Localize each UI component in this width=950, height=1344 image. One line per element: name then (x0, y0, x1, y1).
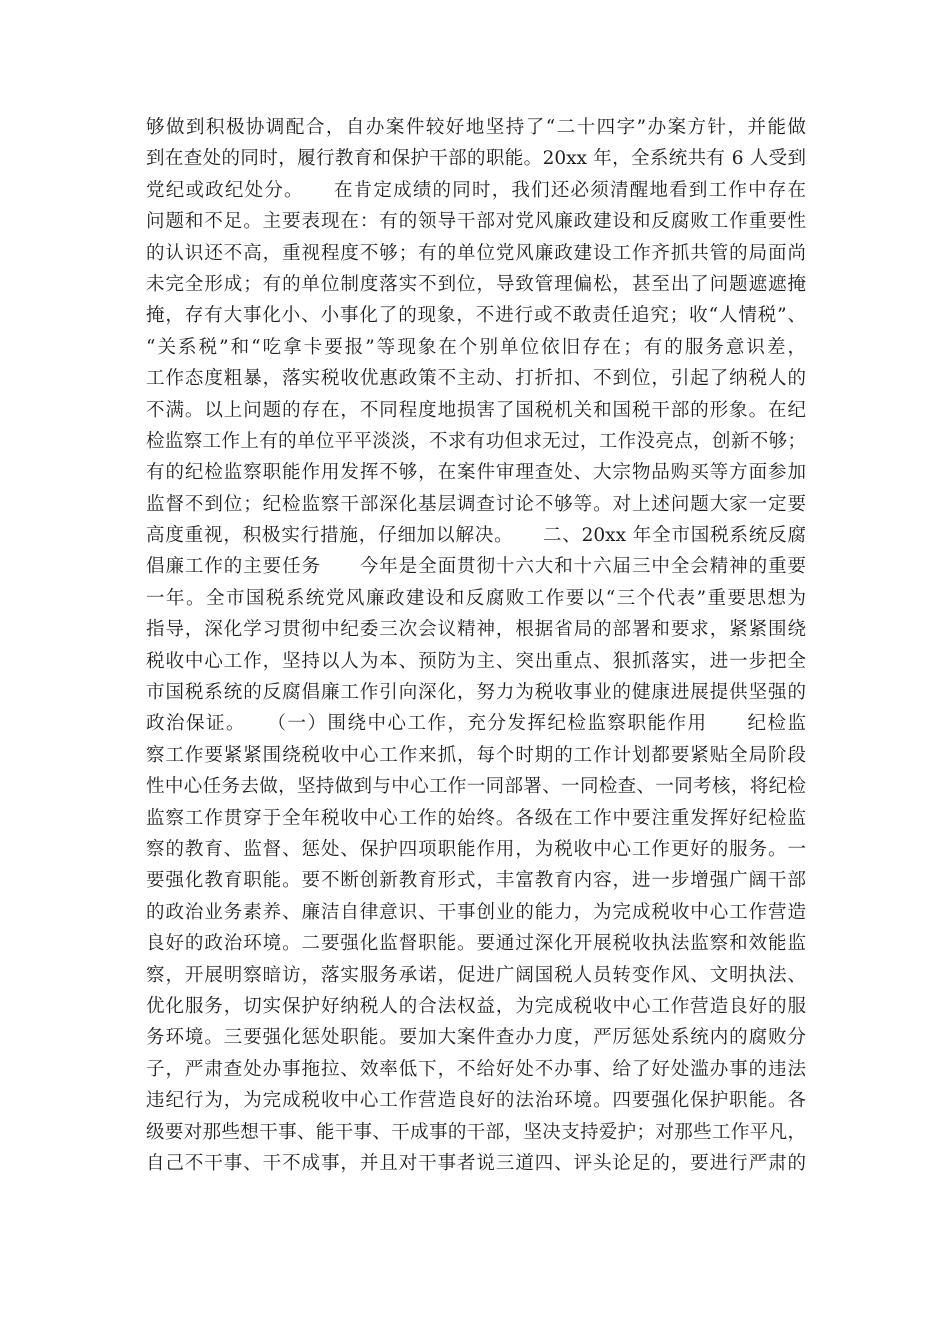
text-line: 务环境。三要强化惩处职能。要加大案件查办力度，严厉惩处系统内的腐败分 (146, 1027, 806, 1049)
text-line: “关系税”和“吃拿卡要报”等现象在个别单位依旧存在；有的服务意识差， (146, 336, 806, 358)
text-line: 性中心任务去做，坚持做到与中心工作一同部署、一同检查、一同考核，将纪检 (146, 776, 806, 798)
text-line: 倡廉工作的主要任务 今年是全面贯彻十六大和十六届三中全会精神的重要 (146, 556, 806, 578)
text-line: 问题和不足。主要表现在：有的领导干部对党风廉政建设和反腐败工作重要性 (146, 211, 806, 233)
text-line: 察，开展明察暗访，落实服务承诺，促进广阔国税人员转变作风、文明执法、 (146, 964, 806, 986)
text-line: 子，严肃查处办事拖拉、效率低下，不给好处不办事、给了好处滥办事的违法 (146, 1058, 806, 1080)
text-line: 自己不干事、干不成事，并且对干事者说三道四、评头论足的，要进行严肃的 (146, 1152, 806, 1174)
text-line: 不满。以上问题的存在，不同程度地损害了国税机关和国税干部的形象。在纪 (146, 399, 806, 421)
text-line: 监察工作贯穿于全年税收中心工作的始终。各级在工作中要注重发挥好纪检监 (146, 807, 806, 829)
text-line: 良好的政治环境。二要强化监督职能。要通过深化开展税收执法监察和效能监 (146, 933, 806, 955)
text-line: 市国税系统的反腐倡廉工作引向深化，努力为税收事业的健康进展提供坚强的 (146, 682, 806, 704)
text-line: 优化服务，切实保护好纳税人的合法权益，为完成税收中心工作营造良好的服 (146, 995, 806, 1017)
text-line: 党纪或政纪处分。 在肯定成绩的同时，我们还必须清醒地看到工作中存在 (146, 179, 806, 201)
body-text (146, 112, 806, 1179)
text-line: 到在查处的同时，履行教育和保护干部的职能。20xx 年，全系统共有 6 人受到 (146, 148, 806, 170)
text-line: 违纪行为，为完成税收中心工作营造良好的法治环境。四要强化保护职能。各 (146, 1090, 806, 1112)
text-line: 级要对那些想干事、能干事、干成事的干部，坚决支持爱护；对那些工作平凡， (146, 1121, 806, 1143)
text-line: 的政治业务素养、廉洁自律意识、干事创业的能力，为完成税收中心工作营造 (146, 901, 806, 923)
text-line: 掩，存有大事化小、小事化了的现象，不进行或不敢责任追究；收“人情税”、 (146, 305, 806, 327)
text-line: 够做到积极协调配合，自办案件较好地坚持了“二十四字”办案方针，并能做 (146, 117, 806, 138)
text-line: 有的纪检监察职能作用发挥不够，在案件审理查处、大宗物品购买等方面参加 (146, 462, 806, 484)
text-line: 要强化教育职能。要不断创新教育形式，丰富教育内容，进一步增强广阔干部 (146, 870, 806, 892)
text-line: 察的教育、监督、惩处、保护四项职能作用，为税收中心工作更好的服务。一 (146, 838, 806, 860)
text-line: 一年。全市国税系统党风廉政建设和反腐败工作要以“三个代表”重要思想为 (146, 587, 806, 609)
text-line: 政治保证。 （一）围绕中心工作，充分发挥纪检监察职能作用 纪检监 (146, 713, 806, 735)
text-line: 检监察工作上有的单位平平淡淡，不求有功但求无过，工作没亮点，创新不够； (146, 430, 806, 452)
text-line: 未完全形成；有的单位制度落实不到位，导致管理偏松，甚至出了问题遮遮掩 (146, 273, 806, 295)
text-line: 的认识还不高，重视程度不够；有的单位党风廉政建设工作齐抓共管的局面尚 (146, 242, 806, 264)
text-line: 高度重视，积极实行措施，仔细加以解决。 二、20xx 年全市国税系统反腐 (146, 525, 806, 547)
text-line: 监督不到位；纪检监察干部深化基层调查讨论不够等。对上述问题大家一定要 (146, 493, 806, 515)
text-line: 指导，深化学习贯彻中纪委三次会议精神，根据省局的部署和要求，紧紧围绕 (146, 619, 806, 641)
text-line: 税收中心工作，坚持以人为本、预防为主、突出重点、狠抓落实，进一步把全 (146, 650, 806, 672)
text-line: 工作态度粗暴，落实税收优惠政策不主动、打折扣、不到位，引起了纳税人的 (146, 368, 806, 390)
text-line: 察工作要紧紧围绕税收中心工作来抓，每个时期的工作计划都要紧贴全局阶段 (146, 744, 806, 766)
